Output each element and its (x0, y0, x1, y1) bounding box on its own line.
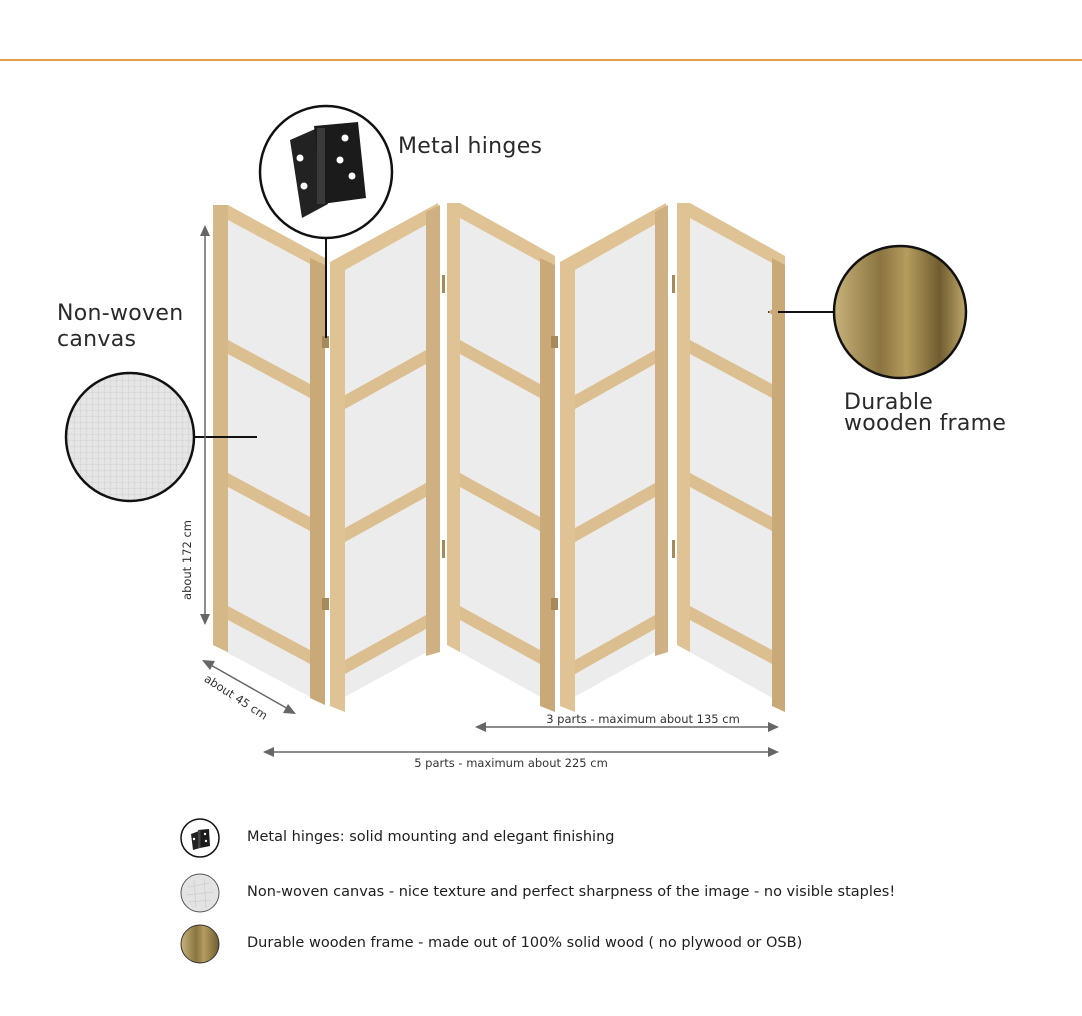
height-dimension-label: about 172 cm (180, 520, 194, 600)
wood-texture-icon (834, 246, 966, 378)
canvas-callout-label-line: canvas (57, 327, 137, 352)
panel-3 (447, 203, 555, 712)
legend-item-frame (180, 924, 1040, 968)
panel-5 (677, 203, 785, 712)
wood-texture-icon (180, 924, 220, 964)
hinge-icon (180, 818, 220, 858)
legend-text-hinges: Metal hinges: solid mounting and elegant finishing (247, 829, 615, 845)
depth-dimension-label: about 45 cm (201, 671, 271, 723)
five-parts-width-label: 5 parts - maximum about 225 cm (414, 756, 608, 770)
frame-callout-label-line: wooden frame (844, 411, 1007, 436)
legend-text-frame: Durable wooden frame - made out of 100% solid wood ( no plywood or OSB) (247, 935, 803, 951)
panel-2 (330, 203, 440, 712)
canvas-callout-label (57, 301, 217, 353)
wood-callout (768, 246, 966, 378)
canvas-callout-label-line: Non-woven (57, 301, 184, 326)
panel-1 (213, 205, 325, 705)
canvas-texture-icon (66, 373, 194, 501)
legend-item-canvas (180, 873, 1040, 917)
panel-4 (560, 203, 668, 712)
canvas-texture-icon (180, 873, 220, 913)
frame-callout-label-line: Durable (844, 390, 934, 415)
legend-text-canvas: Non-woven canvas - nice texture and perfect sharpness of the image - no visible staples! (247, 884, 896, 900)
legend-item-hinges (180, 818, 1040, 862)
three-parts-width-label: 3 parts - maximum about 135 cm (546, 712, 740, 726)
hinges-callout-label: Metal hinges (398, 134, 543, 159)
frame-callout-label (844, 392, 1064, 434)
